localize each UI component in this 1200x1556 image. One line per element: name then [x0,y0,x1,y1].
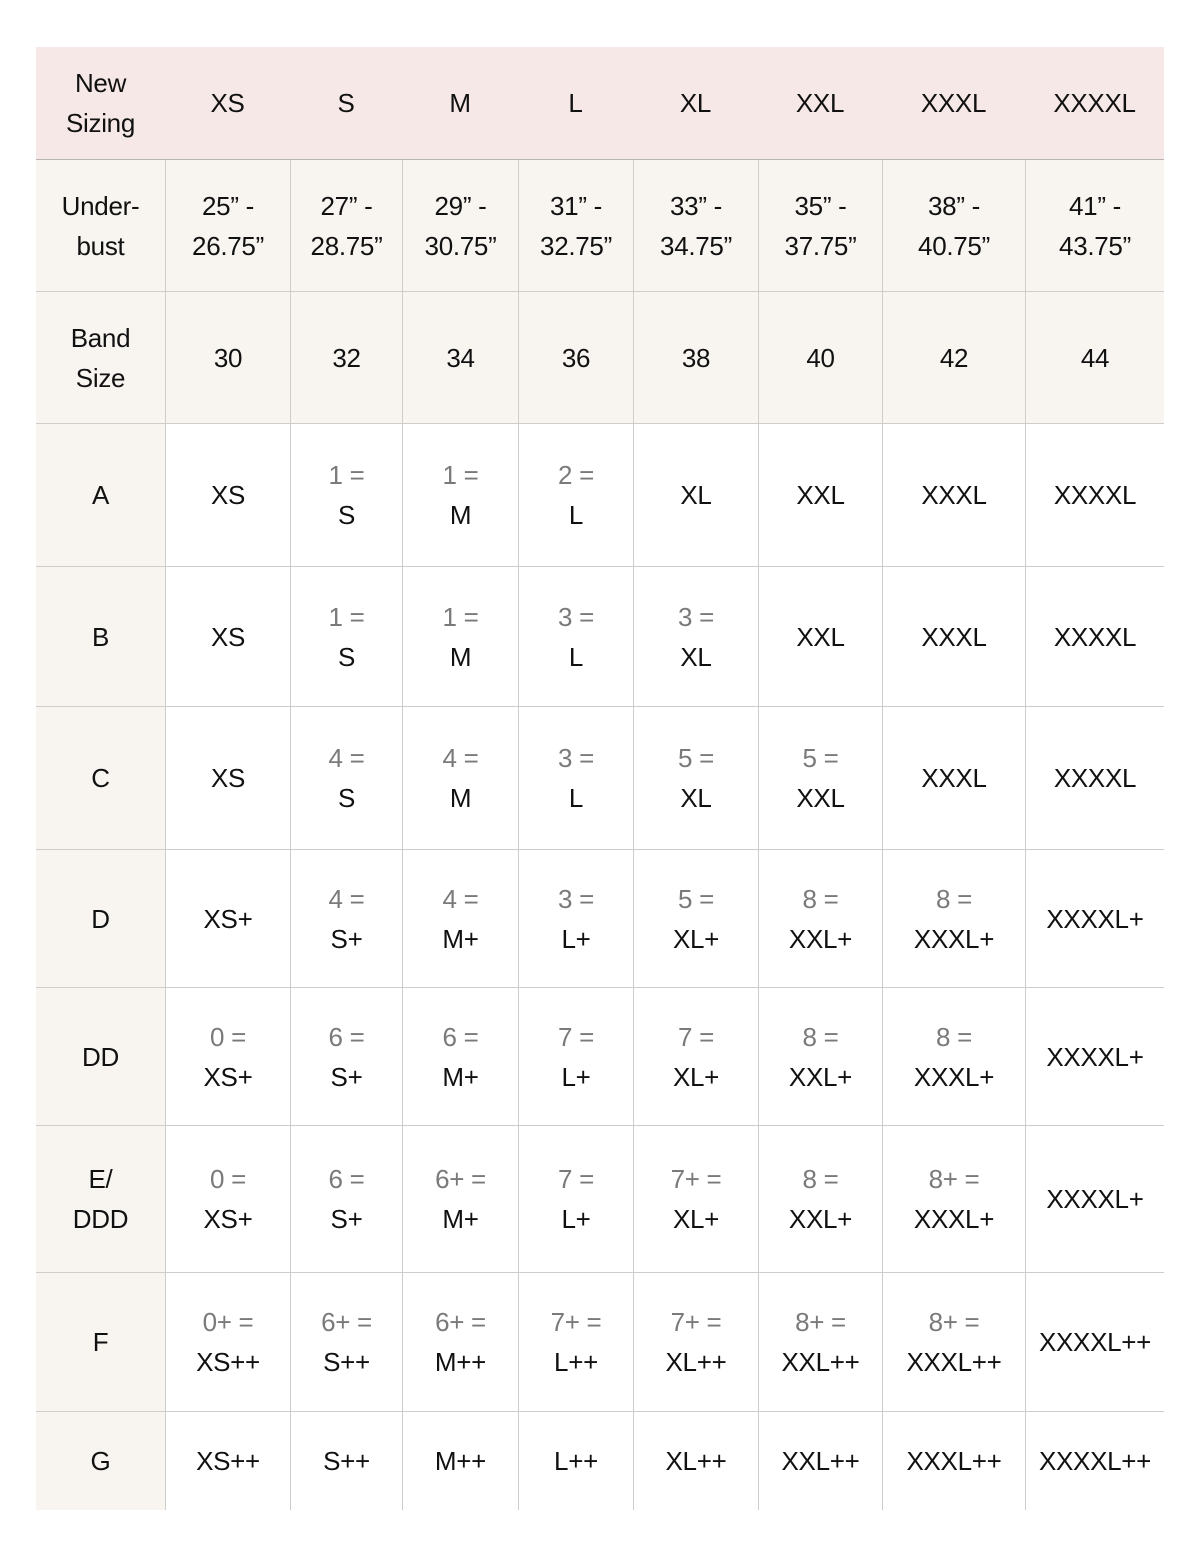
cell-text-line: 32 [332,342,361,373]
cell-text-line: 42 [939,342,969,373]
cell-text-line: M [449,88,471,118]
table-row [36,988,1164,1126]
table-cell [165,1412,290,1510]
cell-text-line: XXXL [921,621,987,652]
cell-text-line: XS+ [203,1061,253,1092]
table-cell [402,707,518,849]
column-header-cell [165,47,290,159]
cell-text-line: 4 = [328,743,365,773]
cell-text-line: 7 = [558,1021,594,1052]
cell-text-line: XL+ [672,1061,720,1092]
cell-text-line: 30.75” [424,230,497,261]
cell-text-line: D [91,903,110,934]
cell-text-line: M [449,783,472,813]
cell-text-line: XXL [796,621,845,652]
table-row [36,160,1164,292]
table-cell [165,292,290,423]
cell-text-line: 0+ = [202,1307,254,1337]
cell-text-line: 8 = [802,883,839,914]
cell-text-line: 6 = [328,1021,365,1052]
table-cell [165,988,290,1125]
cell-text-line: L+ [561,1204,591,1234]
cell-text-line: 34 [446,342,475,373]
cell-text-line: S [337,88,355,118]
cell-text-line: 30 [213,342,243,373]
cell-text-line: S+ [330,1204,363,1234]
table-cell [1025,292,1164,423]
table-cell [1025,1412,1164,1510]
table-row [36,567,1164,707]
row-label-cell [36,850,165,987]
cell-text-line: XXXXL+ [1046,1184,1144,1214]
cell-text-line: XXXXL [1053,480,1137,510]
table-cell [518,1126,633,1272]
cell-text-line: 26.75” [192,230,264,261]
cell-text-line: M+ [442,1204,479,1234]
table-row [36,292,1164,424]
cell-text-line: XXL+ [788,1061,853,1092]
cell-text-line: 8+ = [795,1307,846,1337]
cell-text-line: bust [76,230,125,261]
cell-text-line: XXXXL++ [1038,1327,1152,1357]
table-cell [518,292,633,423]
cell-text-line: XXXXL [1053,763,1137,793]
table-cell [165,707,290,849]
cell-text-line: 6+ = [435,1164,486,1194]
table-cell [882,160,1025,291]
cell-text-line: E/ [88,1164,113,1194]
table-cell [165,567,290,706]
cell-text-line: XS++ [196,1347,260,1377]
cell-text-line: S+ [330,923,363,954]
cell-text-line: XL [680,783,712,813]
cell-text-line: S++ [323,1347,370,1377]
table-cell [633,1273,758,1411]
cell-text-line: 1 = [328,460,365,490]
cell-text-line: L [568,500,584,530]
cell-text-line: 7 = [678,1021,714,1052]
cell-text-line: G [90,1446,111,1476]
row-label-cell [36,1126,165,1272]
cell-text-line: 40.75” [918,230,990,261]
cell-text-line: XS+ [203,903,253,934]
cell-text-line: 7 = [558,1164,594,1194]
table-cell [290,424,402,566]
cell-text-line: 7+ = [550,1307,602,1337]
table-cell [758,292,882,423]
column-header-cell [402,47,518,159]
cell-text-line: XXXL++ [906,1446,1002,1476]
cell-text-line: 8 = [802,1164,839,1194]
cell-text-line: 2 = [558,460,594,490]
table-cell [633,988,758,1125]
cell-text-line: 29” - [434,190,487,221]
cell-text-line: 7+ = [670,1164,722,1194]
cell-text-line: XL++ [665,1446,727,1476]
cell-text-line: 32.75” [540,230,612,261]
cell-text-line: XS [210,480,246,510]
header-label-cell [36,47,165,159]
table-row [36,850,1164,988]
cell-text-line: 33” - [670,190,722,221]
cell-text-line: F [92,1327,109,1357]
table-cell [518,160,633,291]
cell-text-line: L++ [554,1347,598,1377]
row-label-cell [36,567,165,706]
cell-text-line: XXL+ [788,923,853,954]
table-cell [1025,567,1164,706]
table-cell [165,424,290,566]
table-cell [165,850,290,987]
table-cell [758,424,882,566]
cell-text-line: L+ [561,923,591,954]
cell-text-line: S++ [323,1446,370,1476]
table-cell [290,160,402,291]
cell-text-line: XXXXL [1053,88,1136,118]
cell-text-line: A [91,480,110,510]
table-cell [165,1126,290,1272]
table-cell [1025,988,1164,1125]
cell-text-line: S+ [330,1061,363,1092]
cell-text-line: 43.75” [1059,230,1131,261]
table-cell [1025,1273,1164,1411]
table-cell [402,160,518,291]
row-label-cell [36,707,165,849]
cell-text-line: XS+ [203,1204,253,1234]
cell-text-line: 44 [1080,342,1110,373]
table-row [36,424,1164,567]
table-cell [290,1273,402,1411]
table-cell [882,707,1025,849]
header-row [36,47,1164,160]
table-cell [633,850,758,987]
table-cell [290,1412,402,1510]
cell-text-line: 1 = [442,601,479,632]
cell-text-line: XL [680,641,712,672]
table-cell [290,988,402,1125]
column-header-cell [518,47,633,159]
table-cell [882,988,1025,1125]
table-cell [402,1273,518,1411]
table-cell [882,1126,1025,1272]
column-header-cell [758,47,882,159]
cell-text-line: 8 = [802,1021,839,1052]
table-cell [758,1126,882,1272]
cell-text-line: 34.75” [660,230,732,261]
table-cell [758,160,882,291]
row-label-cell [36,292,165,423]
table-row [36,707,1164,850]
cell-text-line: 25” - [202,190,254,221]
column-header-cell [633,47,758,159]
table-cell [758,850,882,987]
cell-text-line: XL [680,480,712,510]
cell-text-line: 4 = [442,883,479,914]
cell-text-line: M [449,641,472,672]
cell-text-line: 38” - [928,190,980,221]
table-cell [1025,850,1164,987]
table-cell [882,567,1025,706]
cell-text-line: 37.75” [784,230,857,261]
cell-text-line: XXL [796,783,845,813]
cell-text-line: 1 = [328,601,365,632]
table-cell [882,1273,1025,1411]
table-cell [402,1126,518,1272]
row-label-cell [36,424,165,566]
table-cell [518,424,633,566]
table-cell [165,160,290,291]
table-cell [882,1412,1025,1510]
table-row [36,1412,1164,1510]
cell-text-line: 5 = [678,883,714,914]
cell-text-line: 4 = [442,743,479,773]
table-cell [633,160,758,291]
cell-text-line: M [449,500,472,530]
table-cell [290,292,402,423]
table-cell [882,850,1025,987]
cell-text-line: 3 = [558,601,594,632]
table-cell [518,988,633,1125]
cell-text-line: 7+ = [670,1307,722,1337]
table-cell [165,1273,290,1411]
column-header-cell [290,47,402,159]
table-row [36,1273,1164,1412]
cell-text-line: 27” - [320,190,373,221]
cell-text-line: XXXL++ [906,1347,1002,1377]
cell-text-line: 1 = [442,460,479,490]
cell-text-line: XXXXL [1053,621,1137,652]
table-cell [518,1273,633,1411]
table-cell [518,1412,633,1510]
cell-text-line: XXL [796,480,845,510]
cell-text-line: L++ [554,1446,598,1476]
cell-text-line: 0 = [210,1164,246,1194]
cell-text-line: Sizing [65,108,135,138]
cell-text-line: 8 = [936,1021,972,1052]
cell-text-line: Under- [61,190,140,221]
column-header-cell [882,47,1025,159]
cell-text-line: 0 = [210,1021,246,1052]
cell-text-line: XXXXL+ [1046,1041,1144,1072]
row-label-cell [36,988,165,1125]
cell-text-line: S [337,783,356,813]
cell-text-line: 6 = [442,1021,479,1052]
table-cell [758,707,882,849]
table-cell [758,988,882,1125]
cell-text-line: XXXL+ [913,923,995,954]
cell-text-line: 8+ = [928,1164,980,1194]
cell-text-line: XXL [795,88,845,118]
cell-text-line: 4 = [328,883,365,914]
cell-text-line: 40 [806,342,835,373]
cell-text-line: 6+ = [321,1307,372,1337]
cell-text-line: XXXL [921,480,987,510]
cell-text-line: 5 = [678,743,714,773]
cell-text-line: 5 = [802,743,839,773]
table-cell [882,424,1025,566]
table-cell [402,1412,518,1510]
cell-text-line: M++ [434,1347,487,1377]
cell-text-line: 31” - [550,190,602,221]
row-label-cell [36,1412,165,1510]
table-cell [1025,424,1164,566]
table-cell [402,567,518,706]
table-cell [1025,707,1164,849]
cell-text-line: XXXXL+ [1046,903,1144,934]
table-cell [290,707,402,849]
cell-text-line: XXXL+ [913,1061,995,1092]
table-cell [758,1412,882,1510]
cell-text-line: New [74,68,127,98]
cell-text-line: XXXL+ [913,1204,995,1234]
size-chart-table [36,47,1164,1510]
table-cell [758,567,882,706]
cell-text-line: DDD [72,1204,129,1234]
column-header-cell [1025,47,1164,159]
table-cell [758,1273,882,1411]
table-cell [633,292,758,423]
cell-text-line: L+ [561,1061,591,1092]
cell-text-line: 3 = [558,743,594,773]
cell-text-line: XS [210,763,246,793]
table-cell [633,1126,758,1272]
cell-text-line: XS++ [196,1446,260,1476]
cell-text-line: XXL+ [788,1204,853,1234]
table-cell [633,1412,758,1510]
table-cell [633,707,758,849]
cell-text-line: XXXL [920,88,987,118]
cell-text-line: L [568,783,584,813]
table-cell [633,424,758,566]
cell-text-line: C [91,763,110,793]
table-cell [1025,1126,1164,1272]
table-cell [518,567,633,706]
cell-text-line: 28.75” [310,230,383,261]
table-cell [633,567,758,706]
cell-text-line: B [91,621,110,652]
cell-text-line: XXXXL++ [1038,1446,1152,1476]
table-cell [290,567,402,706]
cell-text-line: 3 = [558,883,594,914]
cell-text-line: 8+ = [928,1307,980,1337]
cell-text-line: 36 [561,342,591,373]
cell-text-line: XXL++ [781,1347,860,1377]
table-cell [1025,160,1164,291]
cell-text-line: XL+ [672,923,720,954]
cell-text-line: M+ [442,1061,479,1092]
cell-text-line: 41” - [1069,190,1121,221]
cell-text-line: XL++ [665,1347,727,1377]
cell-text-line: S [337,641,356,672]
table-cell [402,424,518,566]
cell-text-line: S [337,500,356,530]
cell-text-line: M+ [442,923,479,954]
cell-text-line: 3 = [678,601,714,632]
cell-text-line: M++ [434,1446,487,1476]
table-cell [518,707,633,849]
table-cell [882,292,1025,423]
cell-text-line: Size [75,362,126,393]
cell-text-line: XS [210,621,246,652]
table-cell [290,1126,402,1272]
cell-text-line: Band [70,322,131,353]
table-cell [402,850,518,987]
table-cell [402,988,518,1125]
cell-text-line: 38 [681,342,711,373]
table-cell [518,850,633,987]
table-cell [402,292,518,423]
table-cell [290,850,402,987]
cell-text-line: XXXL [921,763,987,793]
table-row [36,1126,1164,1273]
cell-text-line: XXL++ [781,1446,860,1476]
cell-text-line: 6 = [328,1164,365,1194]
cell-text-line: 6+ = [435,1307,486,1337]
cell-text-line: L [568,641,584,672]
row-label-cell [36,160,165,291]
row-label-cell [36,1273,165,1411]
cell-text-line: XS [210,88,245,118]
cell-text-line: XL [679,88,712,118]
cell-text-line: DD [82,1041,119,1072]
cell-text-line: L [568,88,583,118]
cell-text-line: 35” - [794,190,847,221]
cell-text-line: XL+ [672,1204,720,1234]
cell-text-line: 8 = [936,883,972,914]
